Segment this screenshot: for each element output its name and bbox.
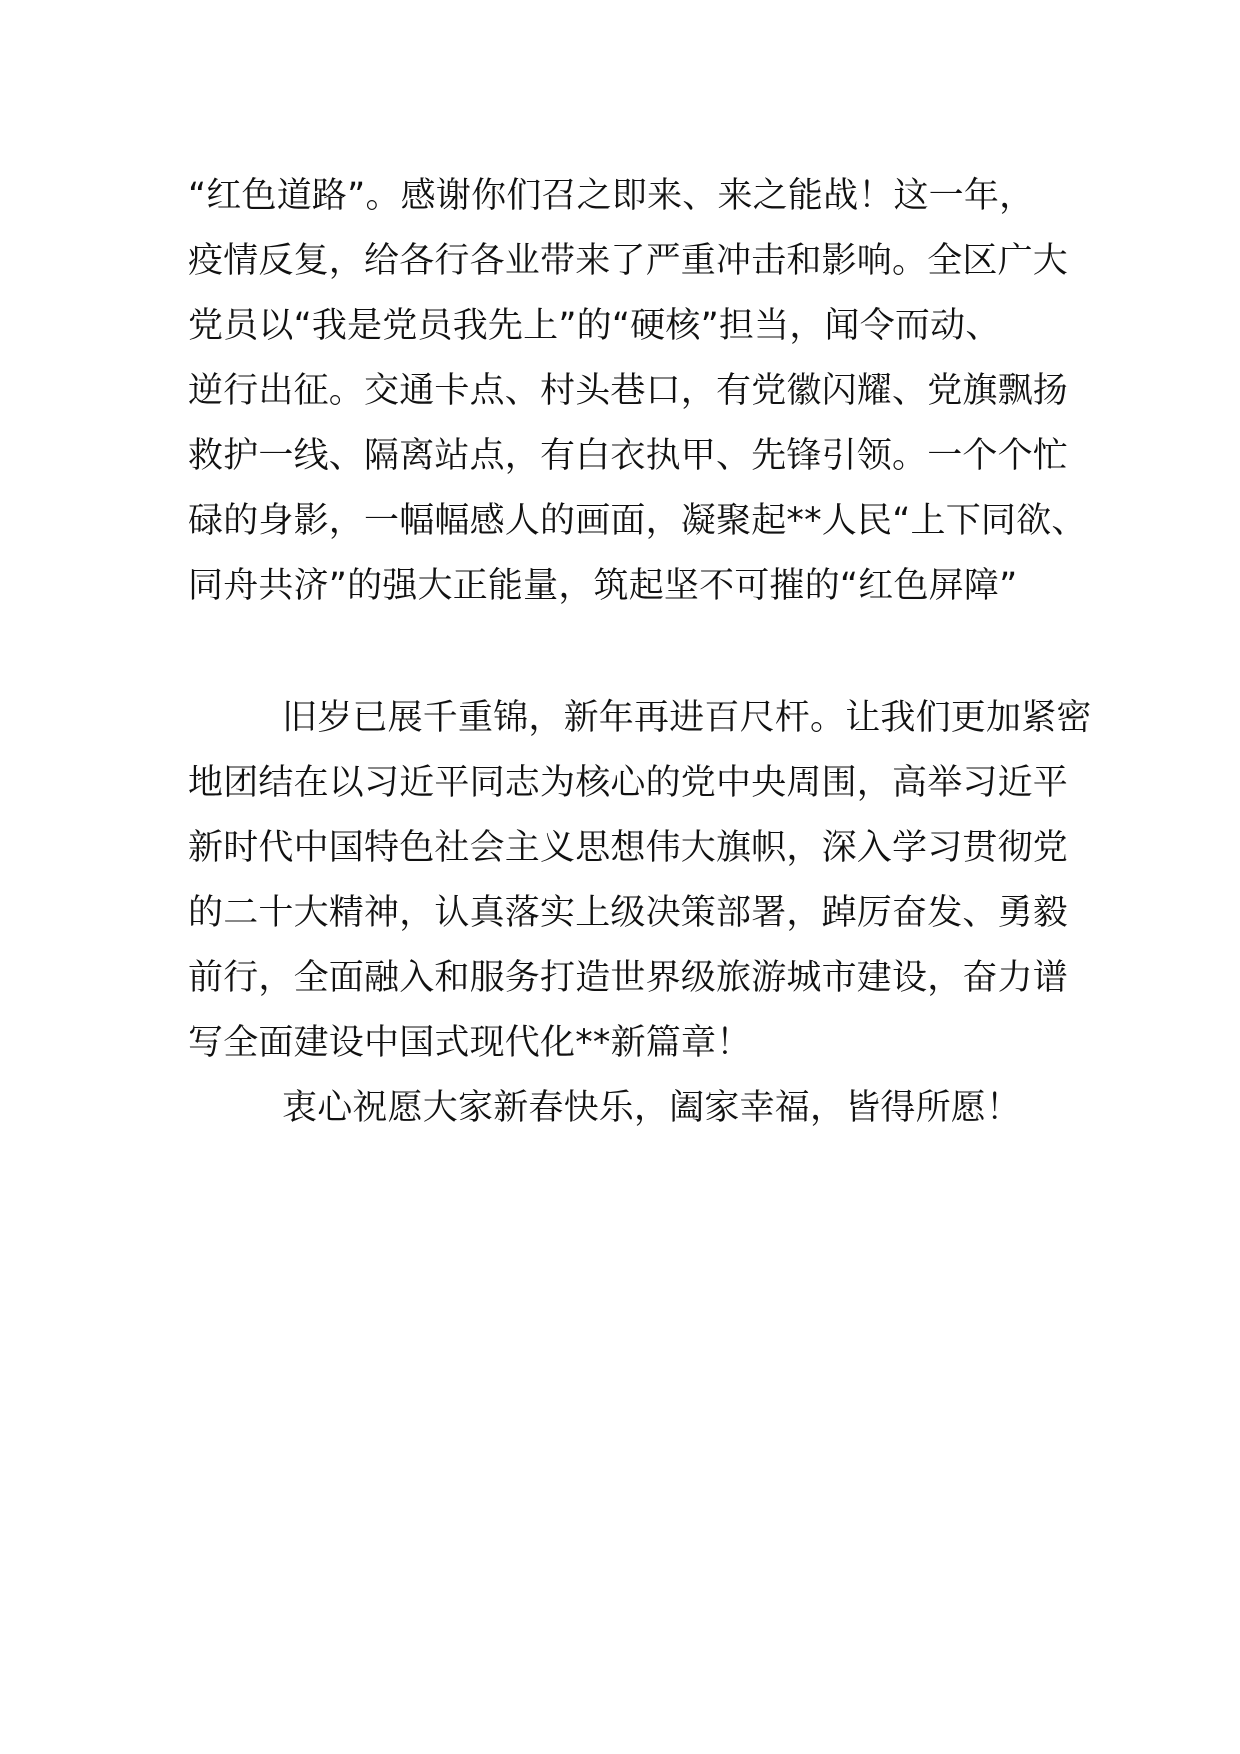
- paragraph-line: 救护一线、隔离站点，有白衣执甲、先锋引领。一个个忙: [188, 436, 1069, 476]
- paragraph-line: 前行，全面融入和服务打造世界级旅游城市建设，奋力谱: [188, 958, 1069, 998]
- paragraph-line: 党员以“我是党员我先上”的“硬核”担当，闻令而动、: [188, 306, 1001, 346]
- paragraph-line: 碌的身影，一幅幅感人的画面，凝聚起**人民“上下同欲、: [188, 501, 1087, 541]
- paragraph-line: 同舟共济”的强大正能量，筑起坚不可摧的“红色屏障”: [188, 566, 1018, 606]
- paragraph-line: 逆行出征。交通卡点、村头巷口，有党徽闪耀、党旗飘扬: [188, 371, 1069, 411]
- paragraph-line: 新时代中国特色社会主义思想伟大旗帜，深入学习贯彻党: [188, 828, 1069, 868]
- paragraph-3: [188, 1076, 1068, 1141]
- paragraph-line: 衷心祝愿大家新春快乐，阖家幸福，皆得所愿！: [282, 1088, 1022, 1128]
- paragraph-line: 地团结在以习近平同志为核心的党中央周围，高举习近平: [188, 763, 1069, 803]
- paragraph-line: 疫情反复，给各行各业带来了严重冲击和影响。全区广大: [188, 241, 1069, 281]
- paragraph-line: 写全面建设中国式现代化**新篇章！: [188, 1023, 752, 1063]
- paragraph-2: [188, 686, 1092, 1076]
- paragraph-line: “红色道路”。感谢你们召之即来、来之能战！这一年，: [188, 176, 1035, 216]
- paragraph-line: 旧岁已展千重锦，新年再进百尺杆。让我们更加紧密: [282, 698, 1092, 738]
- paragraph-line: 的二十大精神，认真落实上级决策部署，踔厉奋发、勇毅: [188, 893, 1069, 933]
- paragraph-1: [188, 164, 1087, 619]
